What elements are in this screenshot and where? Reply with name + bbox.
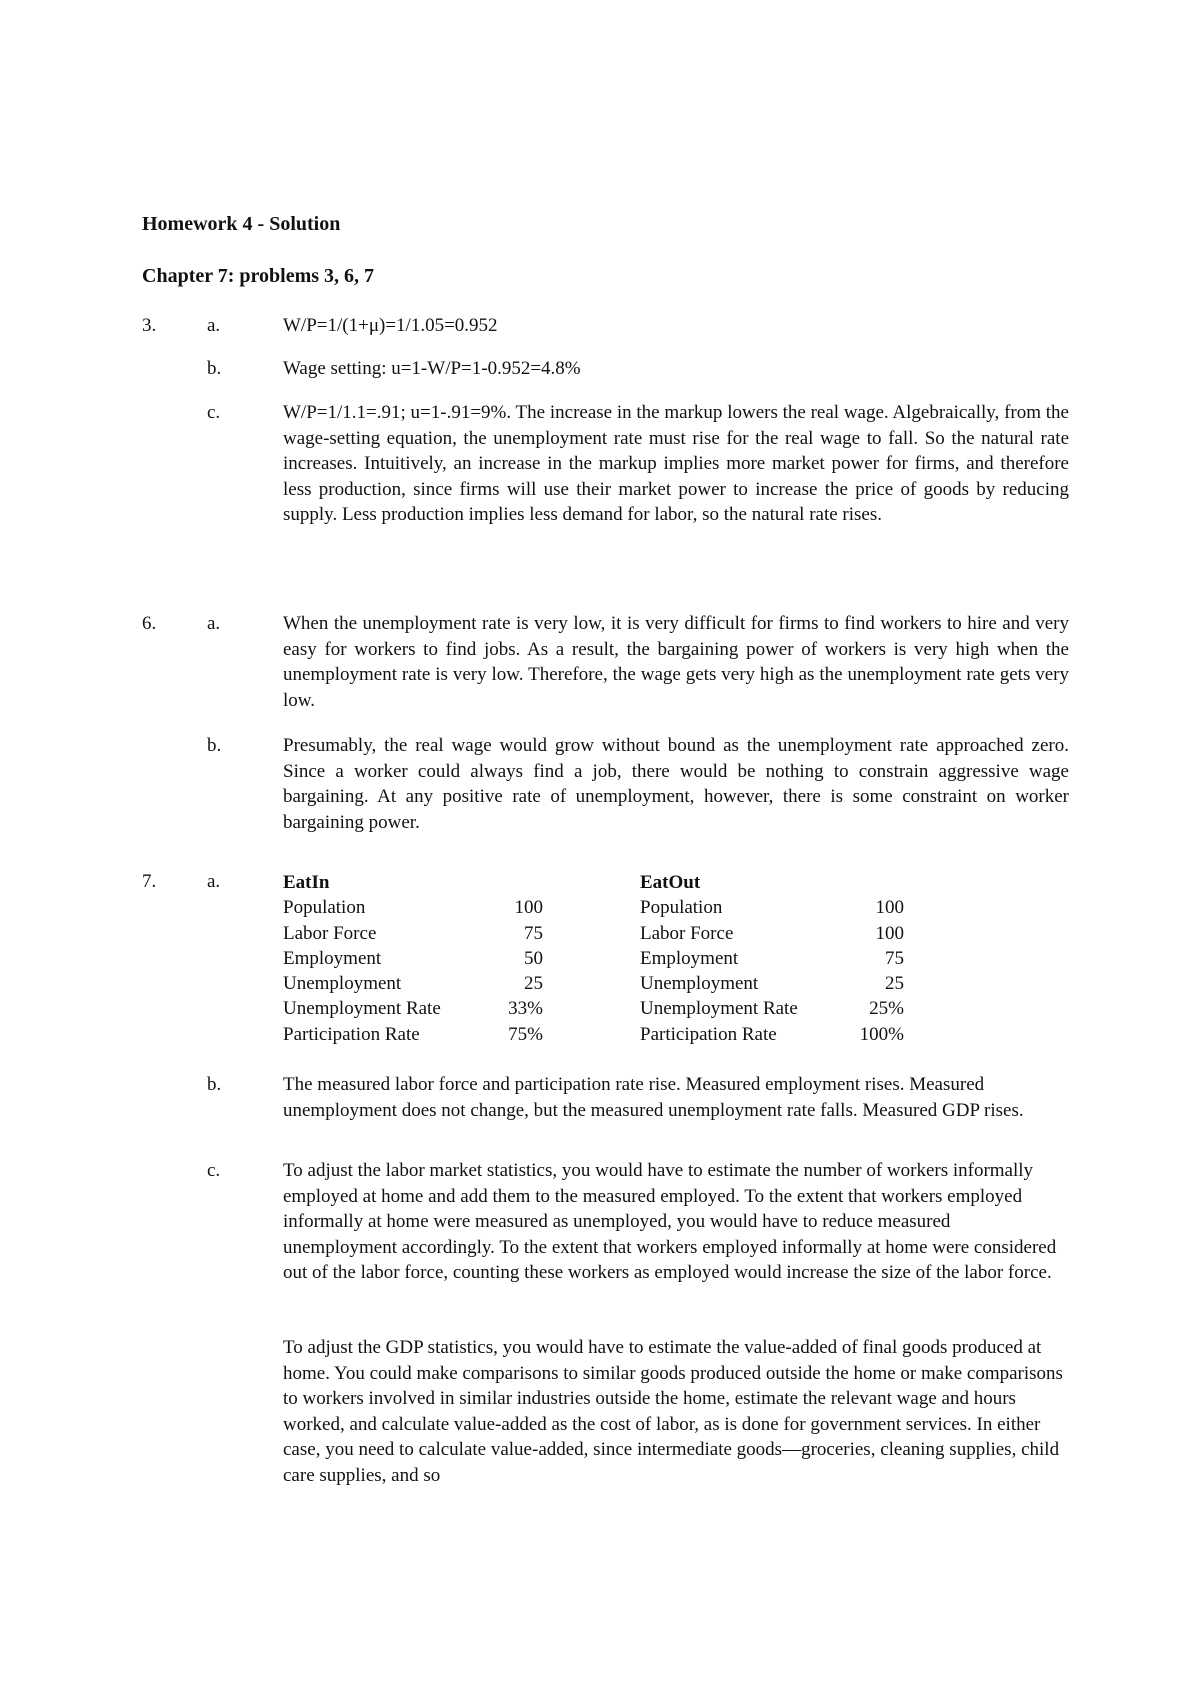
row-label: Participation Rate xyxy=(283,1023,420,1045)
row-label: Unemployment xyxy=(283,973,402,995)
table-row xyxy=(283,946,543,971)
problem-7a-letter: a. xyxy=(207,871,221,892)
table-row xyxy=(640,946,904,971)
row-value: 75 xyxy=(885,947,904,969)
row-label: Employment xyxy=(283,947,382,969)
problem-7c-answer-part1: To adjust the labor market statistics, you would have to estimate the number of workers informally employed at home and add them to the measured employed. To the extent that workers employed informally at home were measured as unemployed, you would have to reduce measured unemployment accordingly. To the extent that workers employed informally at home were considered out of the labor force, counting these workers as employed would increase the size of the labor force. xyxy=(283,1160,1057,1283)
chapter-heading: Chapter 7: problems 3, 6, 7 xyxy=(142,265,375,287)
eatin-heading: EatIn xyxy=(283,872,330,893)
row-value: 33% xyxy=(508,998,543,1020)
eatout-table xyxy=(640,870,904,1047)
problem-6b-letter: b. xyxy=(207,735,222,756)
row-value: 100% xyxy=(859,1023,904,1045)
problem-3b-answer: Wage setting: u=1-W/P=1-0.952=4.8% xyxy=(283,358,581,379)
page-title: Homework 4 - Solution xyxy=(142,213,341,235)
row-label: Labor Force xyxy=(640,922,734,944)
row-label: Population xyxy=(640,897,723,919)
row-value: 25 xyxy=(524,973,543,995)
row-label: Unemployment Rate xyxy=(640,998,798,1020)
problem-3b-letter: b. xyxy=(207,358,222,379)
eatin-table xyxy=(283,870,543,1047)
row-label: Population xyxy=(283,897,366,919)
row-value: 25 xyxy=(885,973,904,995)
table-row xyxy=(640,895,904,920)
problem-6b-answer: Presumably, the real wage would grow without bound as the unemployment rate approached zero. Since a worker could always find a job, there would be nothing to constrain aggressive wage bargaining. At any positive rate of unemployment, however, there is some constraint on worker bargaining power. xyxy=(283,735,1069,833)
row-value: 75 xyxy=(524,922,543,944)
row-value: 100 xyxy=(875,922,904,944)
row-label: Participation Rate xyxy=(640,1023,777,1045)
problem-7-number: 7. xyxy=(142,871,157,892)
table-row xyxy=(283,1022,543,1047)
table-row xyxy=(283,921,543,946)
problem-3c-letter: c. xyxy=(207,402,221,423)
row-label: Labor Force xyxy=(283,922,377,944)
problem-6-number: 6. xyxy=(142,613,157,634)
table-row xyxy=(283,996,543,1021)
row-value: 100 xyxy=(875,897,904,919)
row-value: 75% xyxy=(508,1023,543,1045)
problem-7c-answer-part2: To adjust the GDP statistics, you would have to estimate the value-added of final goods produced at home. You could make comparisons to similar goods produced outside the home or make comparisons to workers involved in similar industries outside the home, estimate the relevant wage and hours worked, and calculate value-added as the cost of labor, as is done for government services. In either case, you need to calculate value-added, since intermediate goods—groceries, cleaning supplies, child care supplies, and so xyxy=(283,1337,1063,1486)
problem-3c-answer: W/P=1/1.1=.91; u=1-.91=9%. The increase in the markup lowers the real wage. Algebraically, from the wage-setting equation, the unemployment rate must rise for the real wage to fall. So the natural rate increases. Intuitively, an increase in the markup implies more market power for firms, and therefore less production, since firms will use their market power to increase the price of goods by reducing supply. Less production implies less demand for labor, so the natural rate rises. xyxy=(283,402,1069,525)
eatout-heading: EatOut xyxy=(640,872,701,893)
row-value: 100 xyxy=(514,897,543,919)
row-value: 50 xyxy=(524,947,543,969)
table-row xyxy=(640,971,904,996)
row-label: Employment xyxy=(640,947,739,969)
row-label: Unemployment xyxy=(640,973,759,995)
problem-3a-letter: a. xyxy=(207,315,221,336)
table-row xyxy=(640,1022,904,1047)
problem-3a-answer: W/P=1/(1+μ)=1/1.05=0.952 xyxy=(283,315,498,336)
table-row xyxy=(640,921,904,946)
problem-7b-letter: b. xyxy=(207,1074,222,1095)
row-value: 25% xyxy=(869,998,904,1020)
table-row xyxy=(283,971,543,996)
table-row xyxy=(640,996,904,1021)
row-label: Unemployment Rate xyxy=(283,998,441,1020)
problem-7b-answer: The measured labor force and participation rate rise. Measured employment rises. Measured unemployment does not change, but the measured unemployment rate falls. Measured GDP rises. xyxy=(283,1074,1024,1121)
problem-6a-letter: a. xyxy=(207,613,221,634)
problem-6a-answer: When the unemployment rate is very low, it is very difficult for firms to find workers to hire and very easy for workers to find jobs. As a result, the bargaining power of workers is very high when the unemployment rate is very low. Therefore, the wage gets very high as the unemployment rate gets very low. xyxy=(283,613,1069,711)
problem-3-number: 3. xyxy=(142,315,157,336)
table-row xyxy=(283,895,543,920)
problem-7c-letter: c. xyxy=(207,1160,221,1181)
